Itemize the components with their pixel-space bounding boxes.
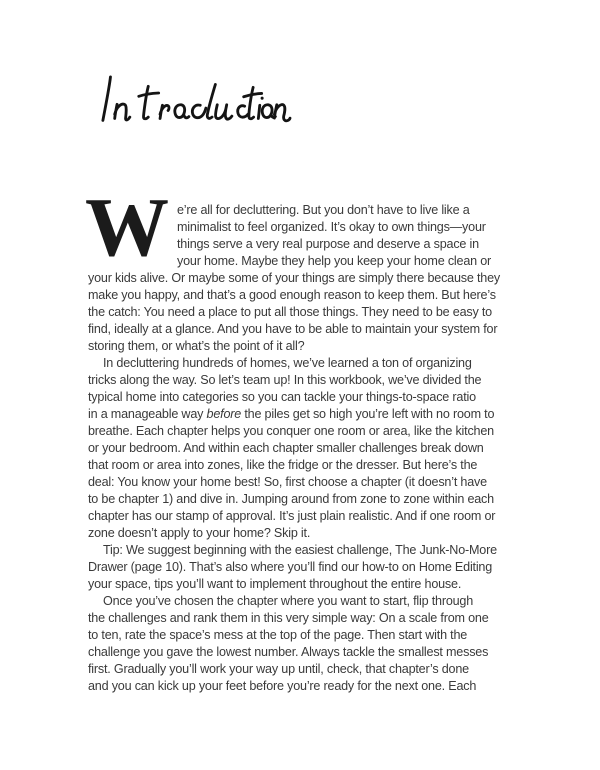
- text-line: e’re all for decluttering. But you don’t have to live like a: [177, 203, 470, 217]
- text-line: typical home into categories so you can tackle your things-to-space ratio: [88, 390, 476, 404]
- text-line: or your bedroom. And within each chapter smaller challenges break down: [88, 441, 484, 455]
- text-line: breathe. Each chapter helps you conquer one room or area, like the kitchen: [88, 424, 494, 438]
- text-line: minimalist to feel organized. It’s okay to own things—your: [177, 220, 486, 234]
- text-line: to ten, rate the space’s mess at the top of the page. Then start with the: [88, 628, 468, 642]
- text-line: that room or area into zones, like the fridge or the dresser. But here’s the: [88, 458, 478, 472]
- text-line: and you can kick up your feet before you’re ready for the next one. Each: [88, 679, 477, 693]
- text-line: zone doesn’t apply to your home? Skip it.: [88, 526, 311, 540]
- text-line: Tip: We suggest beginning with the easiest challenge, The Junk-No-More: [103, 543, 497, 557]
- text-line: tricks along the way. So let’s team up! In this workbook, we’ve divided the: [88, 373, 482, 387]
- text-line: your home. Maybe they help you keep your home clean or: [177, 254, 492, 268]
- text-line: challenge you gave the lowest number. Always tackle the smallest messes: [88, 645, 489, 659]
- text-line: to be chapter 1) and dive in. Jumping around from zone to zone within each: [88, 492, 494, 506]
- drop-cap: W: [85, 181, 169, 274]
- chapter-title-script: [101, 75, 290, 128]
- text-line: things serve a very real purpose and deserve a space in: [177, 237, 479, 251]
- text-line: chapter has our stamp of approval. It’s just plain realistic. And if one room or: [88, 509, 496, 523]
- text-line: find, ideally at a glance. And you have to be able to maintain your system for: [88, 322, 498, 336]
- text-line: first. Gradually you’ll work your way up until, check, that chapter’s done: [88, 662, 469, 676]
- text-line: Drawer (page 10). That’s also where you’ll find our how-to on Home Editing: [88, 560, 493, 574]
- body-text: [88, 202, 518, 695]
- text-line: In decluttering hundreds of homes, we’ve learned a ton of organizing: [103, 356, 472, 370]
- text-line: storing them, or what’s the point of it all?: [88, 339, 305, 353]
- text-line: the catch: You need a place to put all those things. They need to be easy to: [88, 305, 492, 319]
- text-line: your kids alive. Or maybe some of your things are simply there because they: [88, 271, 500, 285]
- text-line: Once you’ve chosen the chapter where you want to start, flip through: [103, 594, 474, 608]
- text-line: your space, tips you’ll want to implement throughout the entire house.: [88, 577, 462, 591]
- text-line: the challenges and rank them in this very simple way: On a scale from one: [88, 611, 489, 625]
- text-line: deal: You know your home best! So, first choose a chapter (it doesn’t have: [88, 475, 487, 489]
- text-line: in a manageable way before the piles get so high you’re left with no room to: [88, 407, 495, 421]
- text-line: make you happy, and that’s a good enough reason to keep them. But here’s: [88, 288, 496, 302]
